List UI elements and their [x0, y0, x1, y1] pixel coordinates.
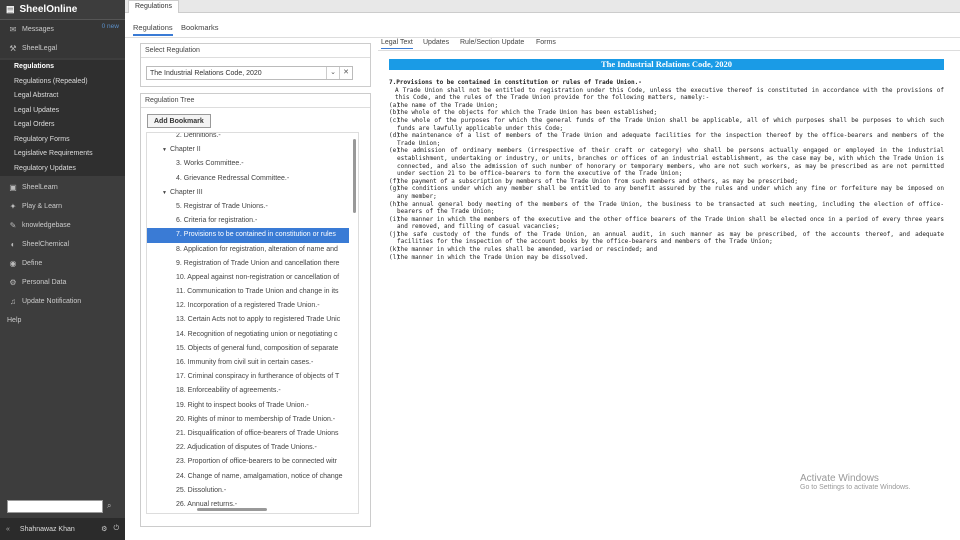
tree-item[interactable]: [147, 285, 349, 299]
nav-messages[interactable]: [0, 20, 125, 39]
watermark-title: Activate Windows: [800, 473, 879, 484]
tree-label: 4. Grievance Redressal Committee.-: [176, 174, 290, 182]
tree-label: 11. Communication to Trade Union and change in its: [176, 288, 339, 296]
tree-label: 24. Change of name, amalgamation, notice of change: [176, 472, 343, 480]
clause-text: the conditions under which any member shall be entitled to any benefit assured by the rules and under which any fine or forfeiture may be imposed on any member;: [397, 185, 944, 200]
puzzle-icon: ✦: [9, 202, 17, 211]
clause-text: the manner in which the Trade Union may be dissolved.: [397, 253, 589, 261]
regulation-title-banner: The Industrial Relations Code, 2020: [389, 59, 944, 70]
sidebar: [0, 0, 125, 540]
tree-item[interactable]: [147, 342, 349, 356]
tree-label: 25. Dissolution.-: [176, 486, 227, 494]
tree-item[interactable]: [147, 441, 349, 455]
tree-item[interactable]: [147, 228, 349, 242]
tree-label: Chapter II: [169, 146, 201, 154]
tree-item[interactable]: [147, 370, 349, 384]
tree-item[interactable]: [147, 384, 349, 398]
select-regulation-panel: [140, 43, 371, 87]
clause: [389, 246, 944, 254]
regulation-tree-panel: [140, 93, 371, 527]
tree-item[interactable]: [147, 200, 349, 214]
nav-label: knowledgebase: [22, 222, 71, 229]
nav-label: Define: [22, 260, 43, 267]
clause: [389, 254, 944, 262]
gear-icon: ⚙: [9, 278, 17, 287]
tree-item[interactable]: [147, 157, 349, 171]
tree-label: 12. Incorporation of a registered Trade Union.-: [176, 302, 320, 310]
clause-label: (j): [389, 230, 400, 238]
select-value: The Industrial Relations Code, 2020: [150, 69, 262, 77]
flask-icon: ◐: [10, 240, 16, 249]
clause: [389, 147, 944, 177]
sidebar-search-input[interactable]: [7, 500, 103, 513]
tab-updates[interactable]: Updates: [423, 39, 450, 46]
nav-help[interactable]: [0, 311, 125, 330]
caret-down-icon[interactable]: ▼: [162, 147, 167, 154]
subtab-regulations[interactable]: Regulations: [133, 23, 173, 36]
panel-title: Select Regulation: [141, 44, 370, 58]
clause-label: (d): [389, 132, 400, 140]
tree-item[interactable]: [147, 132, 349, 143]
lightbulb-icon: ✎: [9, 221, 17, 230]
app-brand[interactable]: [0, 0, 125, 20]
clause-label: (k): [389, 246, 400, 254]
clause-label: (f): [389, 177, 400, 185]
clause-label: (e): [389, 147, 400, 155]
clause: [389, 178, 944, 186]
tab-rule-section-update[interactable]: Rule/Section Update: [460, 39, 525, 46]
clause-label: (h): [389, 200, 400, 208]
clause-text: the payment of a subscription by members of the Trade Union from such members and others, as may be prescribed;: [397, 177, 798, 185]
tree-item[interactable]: [147, 313, 349, 327]
sidebar-item-regulatory-updates[interactable]: Regulatory Updates: [0, 162, 125, 177]
search-icon[interactable]: ⌕: [107, 501, 112, 510]
sidebar-item-legal-updates[interactable]: Legal Updates: [0, 104, 125, 119]
nav-personal-data[interactable]: [0, 273, 125, 292]
nav-label: Help: [7, 317, 22, 324]
user-bar: [0, 518, 125, 540]
nav-label: Messages: [22, 26, 54, 33]
regulation-select[interactable]: [146, 66, 353, 80]
clause-text: the admission of ordinary members (irrespective of their craft or category) who shall be persons actually engaged or employed in the industrial establishment, undertaking or industry, or units, branches or offices of an industrial establishment, as the case may be, with which the Trade Union is connected, and also the admission of such number of honorary or temporary members, who are not such workers, as may be prescribed as are not permitted under section 21 to be office-bearers to form the executive of the Trade Union;: [397, 147, 944, 178]
chevron-down-icon[interactable]: ⌄: [326, 67, 339, 79]
tree-label: 5. Registrar of Trade Unions.-: [176, 202, 268, 210]
sidebar-item-regulations-repealed[interactable]: Regulations (Repealed): [0, 75, 125, 90]
tree-label: 8. Application for registration, alteration of name and: [176, 245, 338, 253]
tree-label: 23. Proportion of office-bearers to be connected witr: [176, 458, 337, 466]
add-bookmark-button[interactable]: Add Bookmark: [147, 114, 211, 128]
clause-label: (a): [389, 101, 400, 109]
tree-vertical-scrollbar[interactable]: [353, 139, 356, 213]
gear-icon[interactable]: ⚙: [101, 526, 108, 533]
sidebar-item-regulatory-forms[interactable]: Regulatory Forms: [0, 133, 125, 148]
clause-label: (l): [389, 253, 400, 261]
subtab-bookmarks[interactable]: Bookmarks: [181, 23, 219, 32]
tree-label: 14. Recognition of negotiating union or negotiating c: [176, 330, 338, 338]
tree-label: 2. Definitions.-: [176, 132, 221, 139]
clause-label: (g): [389, 185, 400, 193]
tree-item[interactable]: [147, 243, 349, 257]
section-intro: A Trade Union shall not be entitled to registration under this Code, unless the executive thereof is constituted in accordance with the provisions of this Code, and the rules of the Trade Union provide for the following matters, namely:-: [395, 86, 944, 102]
tree-label: 16. Immunity from civil suit in certain cases.-: [176, 359, 314, 366]
clause: [389, 185, 944, 200]
tree-label: 18. Enforceability of agreements.-: [176, 387, 281, 395]
tab-forms[interactable]: Forms: [536, 39, 556, 46]
sidebar-item-legislative-requirements[interactable]: Legislative Requirements: [0, 147, 125, 162]
nav-label: SheelLearn: [22, 184, 58, 191]
tree-label: 9. Registration of Trade Union and cancellation there: [176, 259, 340, 267]
clause-label: (b): [389, 109, 400, 117]
tree-item[interactable]: [147, 299, 349, 313]
tree-list: [147, 132, 349, 512]
nav-list: [0, 178, 125, 330]
tab-legal-text[interactable]: Legal Text: [381, 39, 413, 49]
clause: [389, 132, 944, 147]
clause-text: the annual general body meeting of the members of the Trade Union, the business to be transacted at such meeting, including the election of office-bearers of the Trade Union;: [397, 200, 944, 216]
clause: [389, 201, 944, 216]
tree-item[interactable]: [147, 214, 349, 228]
nav-label: Update Notification: [22, 298, 82, 305]
clause: [389, 117, 944, 132]
clause: [389, 231, 944, 246]
sidebar-item-legal-orders[interactable]: Legal Orders: [0, 118, 125, 133]
watermark-subtitle: Go to Settings to activate Windows.: [800, 484, 911, 491]
tree-label: 26. Annual returns.-: [176, 500, 238, 508]
collapse-icon[interactable]: «: [6, 525, 10, 533]
legal-text-tabs: [378, 38, 960, 51]
tree-horizontal-scrollbar[interactable]: [197, 508, 267, 511]
tree-label: 10. Appeal against non-registration or cancellation of: [176, 273, 340, 281]
tree-chapter[interactable]: [147, 186, 349, 200]
nav-sheelchemical[interactable]: [0, 235, 125, 254]
tree-label: 19. Right to inspect books of Trade Union.-: [176, 401, 309, 409]
tree-item[interactable]: [147, 172, 349, 186]
nav-define[interactable]: [0, 254, 125, 273]
activate-windows-watermark: [800, 473, 911, 491]
tree-label: 13. Certain Acts not to apply to registered Trade Unic: [176, 316, 341, 324]
tree-item[interactable]: [147, 399, 349, 413]
clause-text: the name of the Trade Union;: [397, 101, 499, 109]
panel-title: Regulation Tree: [141, 94, 370, 108]
tree-label: 20. Rights of minor to membership of Trade Union.-: [176, 415, 336, 423]
messages-badge: 0 new: [101, 23, 119, 30]
bell-icon: ♫: [10, 297, 16, 306]
tree-label: 6. Criteria for registration.-: [176, 217, 258, 225]
clause-list: [389, 102, 944, 261]
user-name[interactable]: Shahnawaz Khan: [19, 525, 75, 533]
nav-label: SheelLegal: [22, 45, 58, 52]
tree-item[interactable]: [147, 257, 349, 271]
tree-item[interactable]: [147, 484, 349, 498]
nav-label: SheelChemical: [22, 241, 70, 248]
legal-text: [389, 79, 944, 261]
nav-label: Play & Learn: [22, 203, 63, 210]
app-title: SheelOnline: [19, 4, 78, 15]
tree-label: 7. Provisions to be contained in constitution or rules: [176, 231, 336, 239]
tree-item[interactable]: [147, 271, 349, 285]
document-tabs: [125, 0, 960, 13]
tree-label: Chapter III: [169, 188, 203, 196]
book-icon: ▣: [9, 183, 17, 192]
tree-chapter[interactable]: [147, 143, 349, 157]
regulation-tree: [146, 132, 359, 514]
envelope-icon: ✉: [9, 25, 17, 34]
clause: [389, 102, 944, 110]
nav-sheellearn[interactable]: [0, 178, 125, 197]
clause: [389, 109, 944, 117]
caret-down-icon[interactable]: ▼: [162, 189, 167, 196]
clause-text: the whole of the purposes for which the general funds of the Trade Union shall be applicable, all of which purposes shall be purposes to which such funds are lawfully applicable under this Code;: [397, 116, 944, 132]
nav-sheellegal[interactable]: [0, 39, 125, 58]
clause: [389, 216, 944, 231]
tree-label: 15. Objects of general fund, composition of separate: [176, 344, 339, 352]
clear-icon[interactable]: ✕: [339, 67, 352, 79]
menu-icon: ▤: [6, 4, 15, 14]
nav-knowledgebase[interactable]: [0, 216, 125, 235]
target-icon: ◉: [9, 259, 17, 268]
nav-update-notification[interactable]: [0, 292, 125, 311]
nav-label: Personal Data: [22, 279, 67, 286]
clause-label: (i): [389, 215, 400, 223]
tree-item[interactable]: [147, 413, 349, 427]
tree-label: 17. Criminal conspiracy in furtherance of objects of T: [176, 373, 340, 381]
sidebar-search: [7, 499, 117, 513]
clause-text: the manner in which the members of the executive and the other office bearers of the Trade Union shall be elected once in a period of every three years and removed, and filling of casual vacancies;: [397, 215, 944, 231]
clause-text: the manner in which the rules shall be amended, varied or rescinded; and: [397, 246, 658, 254]
nav-play-learn[interactable]: [0, 197, 125, 216]
clause-text: the maintenance of a list of members of the Trade Union and adequate facilities for the inspection thereof by the office-bearers and members of the Trade Union;: [397, 132, 944, 147]
sidebar-item-regulations[interactable]: Regulations: [0, 60, 125, 75]
sheellegal-submenu: [0, 58, 125, 178]
tree-item[interactable]: [147, 470, 349, 484]
tree-label: 3. Works Committee.-: [176, 160, 244, 168]
tree-item[interactable]: [147, 328, 349, 342]
logout-icon[interactable]: ⏻: [113, 525, 119, 532]
tree-label: 21. Disqualification of office-bearers of Trade Unions: [176, 429, 339, 437]
section-heading: 7.Provisions to be contained in constitution or rules of Trade Union.-: [389, 79, 642, 86]
tree-item[interactable]: [147, 427, 349, 441]
tree-item[interactable]: [147, 356, 349, 370]
tree-item[interactable]: [147, 455, 349, 469]
gavel-icon: ⚒: [9, 44, 17, 53]
subtabs: [125, 14, 960, 38]
sidebar-item-legal-abstract[interactable]: Legal Abstract: [0, 89, 125, 104]
tab-regulations[interactable]: Regulations: [128, 0, 179, 13]
clause-text: the safe custody of the funds of the Trade Union, an annual audit, in such manner as may be prescribed, of the accounts thereof, and adequate facilities for the inspection of the account books by the office-bearers and members of the Trade Union;: [397, 230, 944, 246]
tree-label: 22. Adjudication of disputes of Trade Unions.-: [176, 444, 317, 452]
clause-label: (c): [389, 116, 400, 124]
clause-text: the whole of the objects for which the Trade Union has been established;: [397, 109, 658, 117]
